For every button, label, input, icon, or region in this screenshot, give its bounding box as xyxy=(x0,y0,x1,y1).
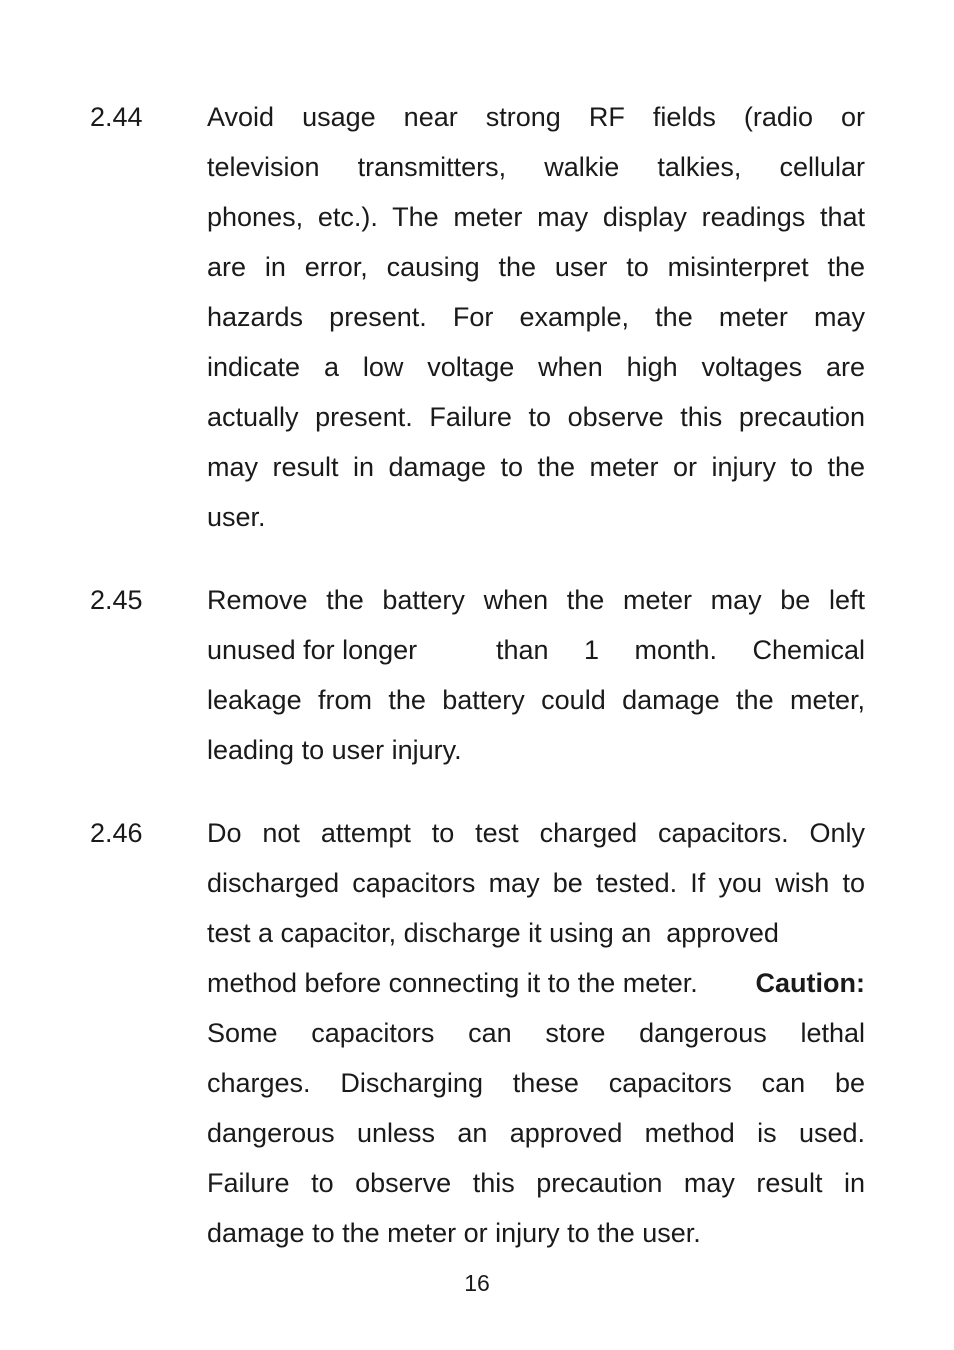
text-line: damage to the meter or injury to the user. xyxy=(207,1218,701,1248)
text-line: test a capacitor, discharge it using an approved xyxy=(207,918,779,948)
text-fragment: method before connecting it to the meter. xyxy=(207,968,698,998)
caution-label: Caution: xyxy=(755,968,865,998)
text-line: charges. Discharging these capacitors can be xyxy=(207,1068,865,1098)
text-line: hazards present. For example, the meter may xyxy=(207,302,865,332)
text-line: leakage from the battery could damage the meter, xyxy=(207,685,865,715)
text-line: discharged capacitors may be tested. If you wish to xyxy=(207,868,865,898)
text-line: television transmitters, walkie talkies, cellular xyxy=(207,152,865,182)
text-line: phones, etc.). The meter may display readings that xyxy=(207,202,865,232)
text-line: Avoid usage near strong RF fields (radio or xyxy=(207,102,865,132)
text-line: Remove the battery when the meter may be left xyxy=(207,585,865,615)
text-fragment: than 1 month. Chemical xyxy=(496,635,865,665)
text-line: leading to user injury. xyxy=(207,735,462,765)
item-text xyxy=(207,92,865,542)
item-text xyxy=(207,575,865,775)
page-number: 16 xyxy=(464,1270,490,1296)
text-line: actually present. Failure to observe this precaution xyxy=(207,402,865,432)
item-number: 2.46 xyxy=(90,818,143,848)
text-line: may result in damage to the meter or injury to the xyxy=(207,452,865,482)
item-number: 2.44 xyxy=(90,102,143,132)
text-line: are in error, causing the user to misinterpret the xyxy=(207,252,865,282)
text-line: Do not attempt to test charged capacitors. Only xyxy=(207,818,865,848)
text-line: dangerous unless an approved method is used. xyxy=(207,1118,865,1148)
text-fragment: unused for longer xyxy=(207,635,418,665)
text-line: Failure to observe this precaution may result in xyxy=(207,1168,865,1198)
item-number: 2.45 xyxy=(90,585,143,615)
item-text xyxy=(207,808,865,1258)
text-line: user. xyxy=(207,502,266,532)
text-line-split xyxy=(207,625,865,675)
text-line-with-caution xyxy=(207,958,865,1008)
text-line: Some capacitors can store dangerous lethal xyxy=(207,1018,865,1048)
text-line: indicate a low voltage when high voltages are xyxy=(207,352,865,382)
